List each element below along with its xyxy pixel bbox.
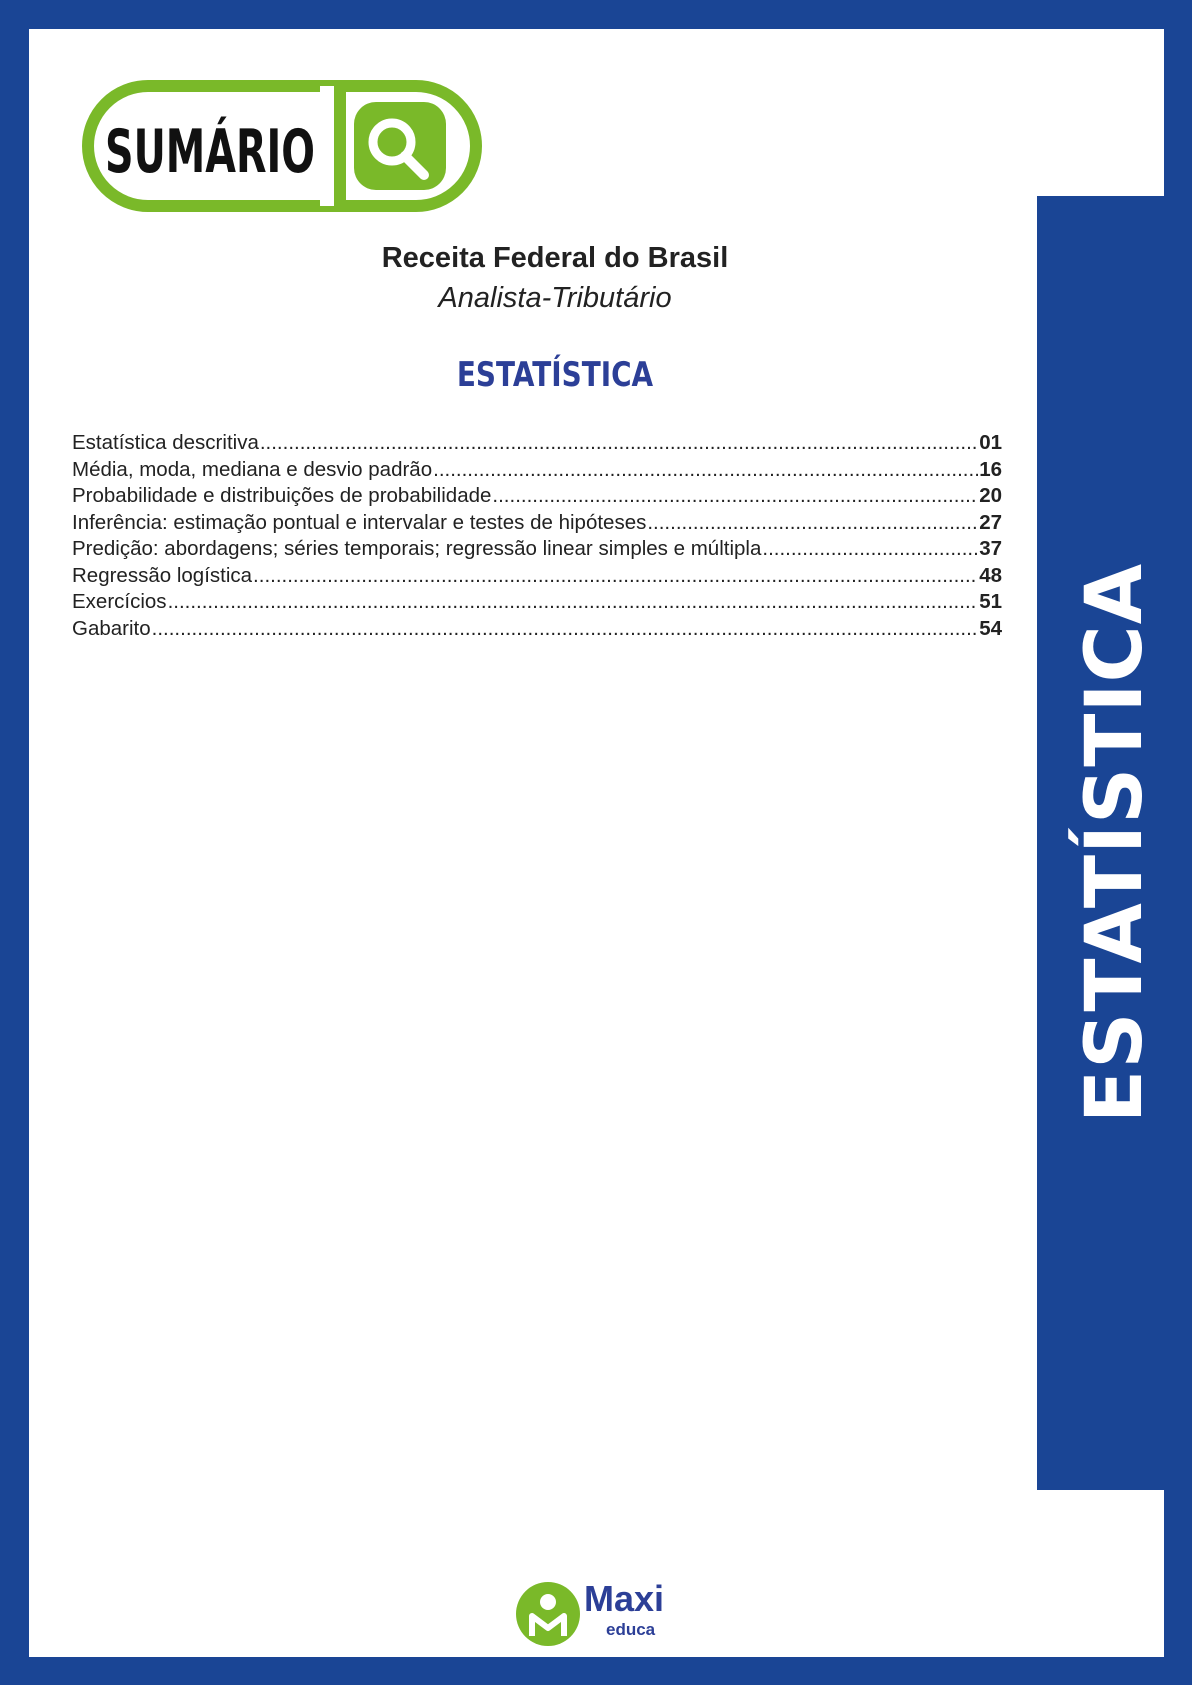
toc-label: Regressão logística	[72, 563, 253, 587]
toc-leader-dots	[168, 589, 979, 616]
toc-item[interactable]	[72, 483, 1002, 510]
toc-page-number: 48	[979, 563, 1002, 587]
toc-page-number: 27	[979, 510, 1002, 534]
toc-item[interactable]	[72, 589, 1002, 616]
role-subtitle: Analista-Tributário	[438, 282, 672, 314]
toc-label: Predição: abordagens; séries temporais; regressão linear simples e múltipla	[72, 537, 762, 560]
toc-item[interactable]	[72, 457, 1002, 484]
toc-label: Probabilidade e distribuições de probabilidade	[72, 484, 492, 507]
sumario-logo	[82, 80, 482, 212]
toc-leader-dots	[152, 616, 979, 643]
toc-item[interactable]	[72, 616, 1002, 643]
toc-label: Estatística descritiva	[72, 431, 259, 454]
table-of-contents	[72, 430, 1002, 642]
toc-leader-dots	[433, 457, 978, 484]
org-title: Receita Federal do Brasil	[381, 242, 729, 274]
side-tab-label: ESTATÍSTICA	[1069, 562, 1160, 1124]
logo-text: SUMÁRIO	[105, 117, 423, 187]
toc-page-number: 16	[979, 457, 1002, 481]
toc-label: Gabarito	[72, 616, 151, 640]
toc-label: Média, moda, mediana e desvio padrão	[72, 457, 433, 481]
brand-name: Maxi	[584, 1578, 665, 1619]
toc-leader-dots	[260, 430, 978, 457]
toc-page-number: 01	[979, 431, 1002, 454]
maxi-person-icon	[514, 1580, 582, 1648]
maxi-educa-logo	[514, 1578, 684, 1650]
toc-item[interactable]	[72, 510, 1002, 537]
toc-leader-dots	[253, 563, 978, 590]
toc-leader-dots	[492, 483, 978, 510]
toc-label: Exercícios	[72, 590, 167, 613]
brand-sub: educa	[606, 1620, 656, 1639]
toc-item[interactable]	[72, 430, 1002, 457]
toc-item[interactable]	[72, 563, 1002, 590]
toc-label: Inferência: estimação pontual e intervalar e testes de hipóteses	[72, 510, 647, 534]
toc-page-number: 54	[979, 616, 1002, 640]
side-tab	[1037, 196, 1192, 1490]
section-title: ESTATÍSTICA	[456, 355, 654, 395]
toc-page-number: 37	[979, 537, 1002, 560]
toc-item[interactable]	[72, 536, 1002, 563]
magnifier-icon	[354, 102, 446, 190]
toc-leader-dots	[762, 536, 978, 563]
toc-leader-dots	[647, 510, 978, 537]
toc-page-number: 20	[979, 484, 1002, 507]
toc-page-number: 51	[979, 590, 1002, 613]
